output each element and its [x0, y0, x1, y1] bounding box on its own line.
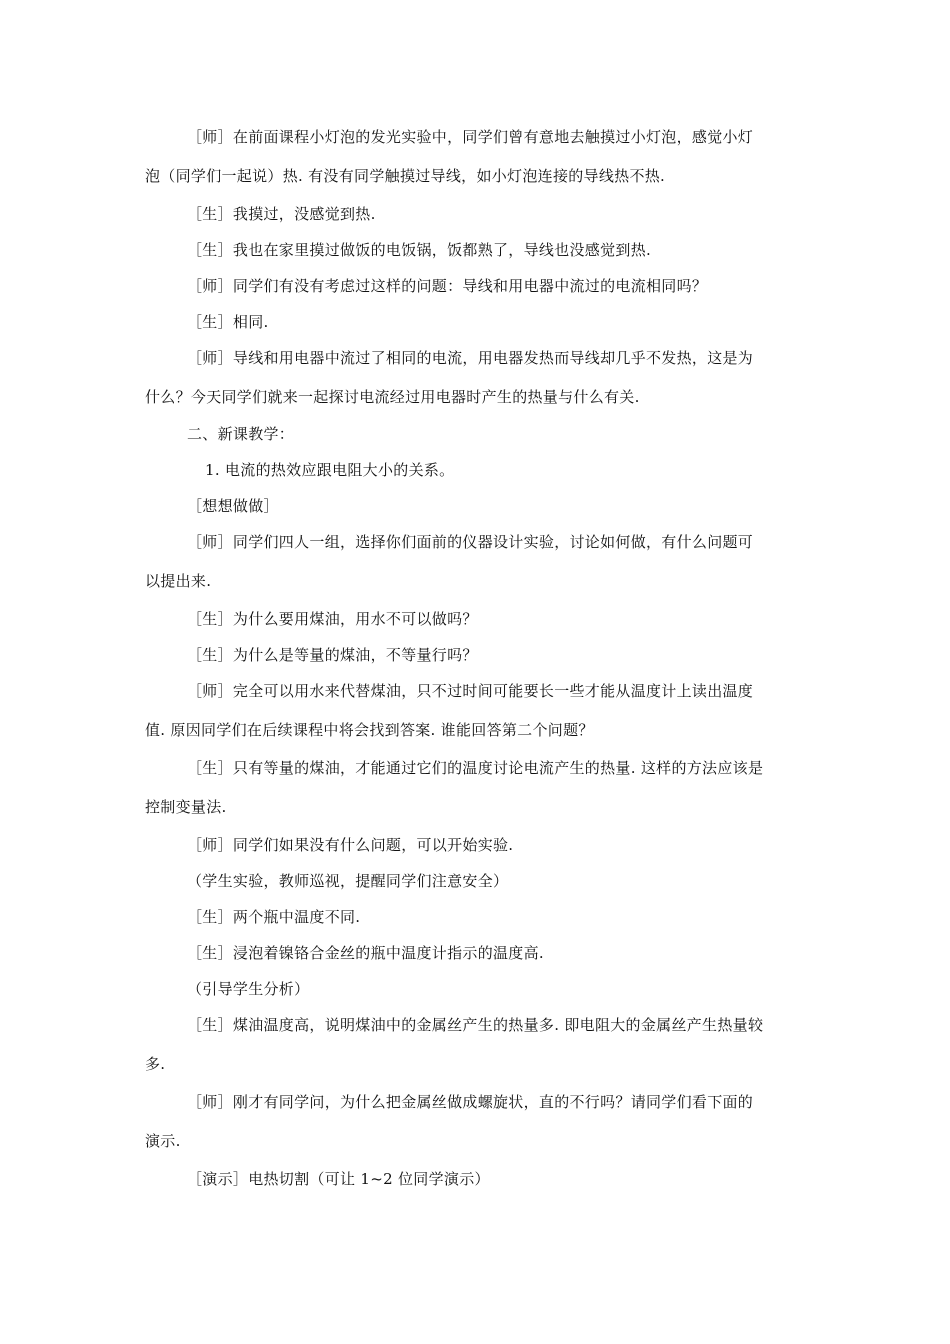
paragraph-line: 以提出来.	[145, 572, 212, 590]
paragraph-line: ［师］在前面课程小灯泡的发光实验中，同学们曾有意地去触摸过小灯泡，感觉小灯	[187, 128, 754, 146]
paragraph-line: ［生］煤油温度高，说明煤油中的金属丝产生的热量多. 即电阻大的金属丝产生热量较	[187, 1016, 764, 1034]
paragraph-line: （引导学生分析）	[187, 980, 310, 998]
paragraph-line: ［生］两个瓶中温度不同.	[187, 908, 361, 926]
paragraph-line: ［师］同学们四人一组，选择你们面前的仪器设计实验，讨论如何做，有什么问题可	[187, 533, 754, 551]
paragraph-line: （学生实验，教师巡视，提醒同学们注意安全）	[187, 872, 509, 890]
paragraph-line: 控制变量法.	[145, 798, 227, 816]
paragraph-line: ［师］导线和用电器中流过了相同的电流，用电器发热而导线却几乎不发热，这是为	[187, 349, 754, 367]
paragraph-line: ［师］刚才有同学问，为什么把金属丝做成螺旋状，直的不行吗？请同学们看下面的	[187, 1093, 754, 1111]
paragraph-line: 演示.	[145, 1132, 181, 1150]
paragraph-line: ［师］完全可以用水来代替煤油，只不过时间可能要长一些才能从温度计上读出温度	[187, 682, 754, 700]
subsection-heading: 1. 电流的热效应跟电阻大小的关系。	[205, 461, 455, 479]
paragraph-line: ［生］只有等量的煤油，才能通过它们的温度讨论电流产生的热量. 这样的方法应该是	[187, 759, 764, 777]
paragraph-line: 值. 原因同学们在后续课程中将会找到答案. 谁能回答第二个问题？	[145, 721, 594, 739]
paragraph-line: 什么？今天同学们就来一起探讨电流经过用电器时产生的热量与什么有关.	[145, 388, 640, 406]
section-heading: 二、新课教学：	[187, 425, 295, 443]
paragraph-line: ［生］我摸过，没感觉到热.	[187, 205, 376, 223]
paragraph-line: ［生］为什么是等量的煤油，不等量行吗？	[187, 646, 478, 664]
paragraph-line: ［生］为什么要用煤油，用水不可以做吗？	[187, 610, 478, 628]
paragraph-line: ［生］我也在家里摸过做饭的电饭锅，饭都熟了，导线也没感觉到热.	[187, 241, 652, 259]
paragraph-line: 多.	[145, 1055, 166, 1073]
paragraph-line: 泡（同学们一起说）热. 有没有同学触摸过导线，如小灯泡连接的导线热不热.	[145, 167, 666, 185]
paragraph-line: ［想想做做］	[187, 497, 279, 515]
paragraph-line: ［师］同学们如果没有什么问题，可以开始实验.	[187, 836, 514, 854]
paragraph-line: ［师］同学们有没有考虑过这样的问题：导线和用电器中流过的电流相同吗？	[187, 277, 708, 295]
paragraph-line: ［生］浸泡着镍铬合金丝的瓶中温度计指示的温度高.	[187, 944, 544, 962]
paragraph-line: ［生］相同.	[187, 313, 269, 331]
paragraph-line: ［演示］电热切割（可让 1~2 位同学演示）	[187, 1170, 490, 1188]
